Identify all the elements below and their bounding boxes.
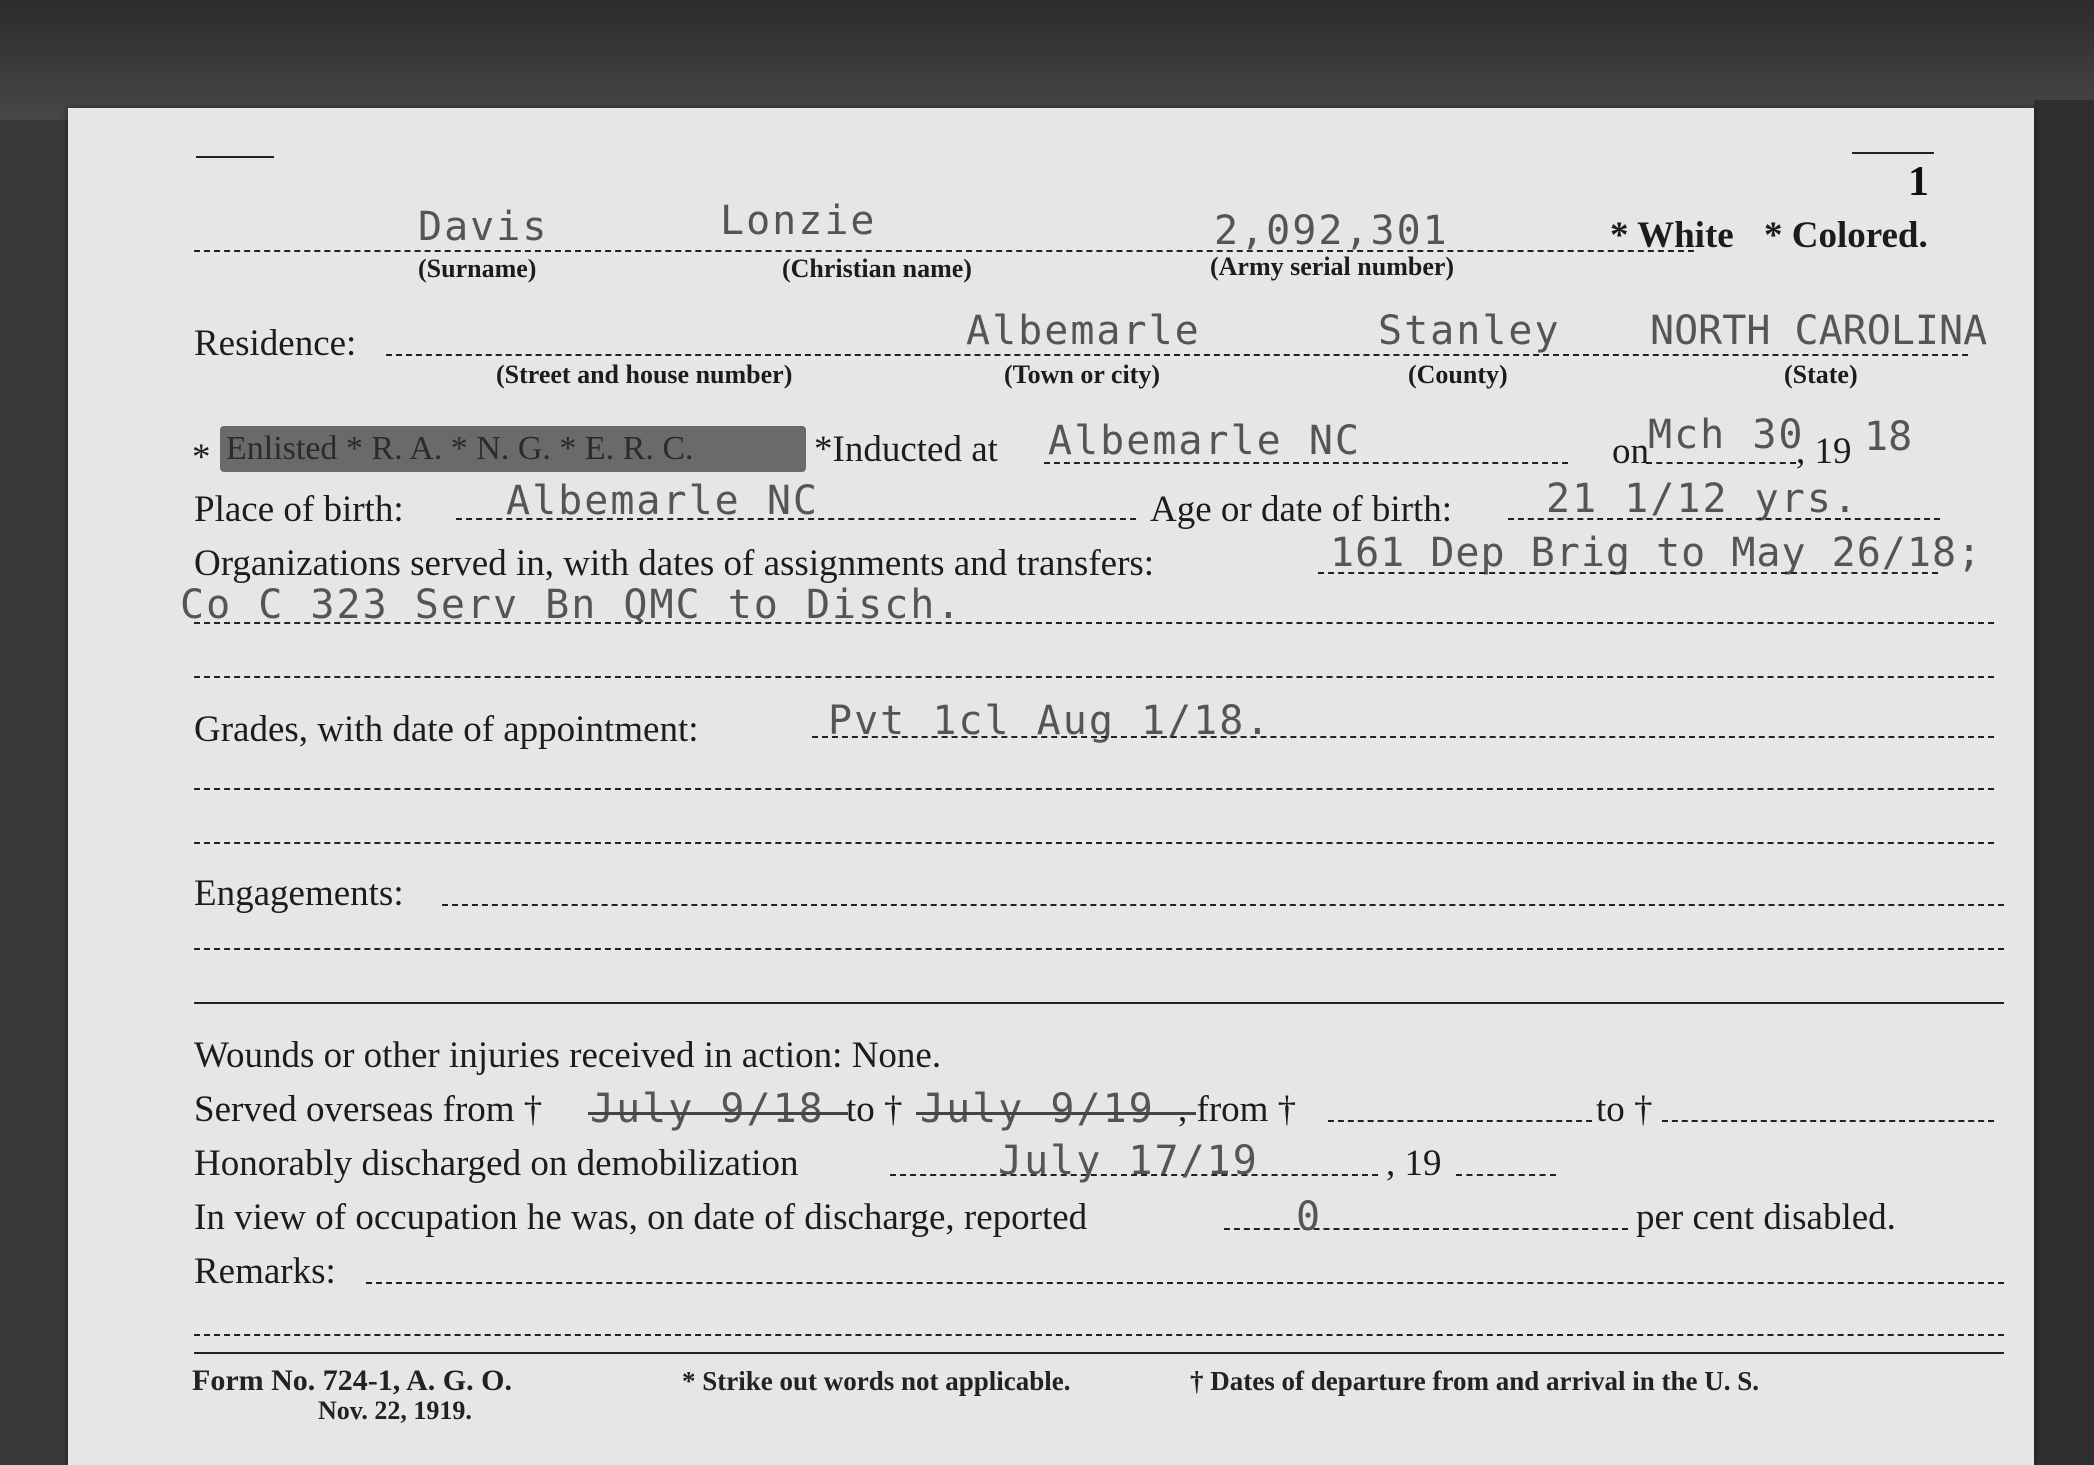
form-date: Nov. 22, 1919. [318, 1396, 472, 1425]
state-value: NORTH CAROLINA [1650, 308, 1988, 354]
organizations-line1-value: 161 Dep Brig to May 26/18; [1330, 530, 1983, 576]
caption-christian-name: (Christian name) [782, 254, 972, 283]
engagements-line2 [194, 948, 2004, 950]
grades-value: Pvt 1cl Aug 1/18. [828, 698, 1272, 744]
inducted-place-line [1044, 462, 1568, 464]
residence-label: Residence: [194, 323, 357, 364]
caption-street: (Street and house number) [496, 360, 793, 389]
caption-surname: (Surname) [418, 254, 537, 283]
grades-label: Grades, with date of appointment: [194, 709, 699, 750]
from-label: , from † [1178, 1089, 1297, 1130]
discharge-year-label: , 19 [1386, 1143, 1442, 1184]
disabled-value: 0 [1296, 1194, 1323, 1240]
birth-place-value: Albemarle NC [506, 478, 819, 524]
engagements-line3 [194, 1002, 2004, 1004]
organizations-line2 [194, 622, 1994, 624]
caption-town: (Town or city) [1004, 360, 1160, 389]
inducted-place-value: Albemarle NC [1048, 418, 1361, 464]
serial-number-value: 2,092,301 [1214, 208, 1449, 254]
enlisted-star: * [192, 437, 211, 478]
remarks-label: Remarks: [194, 1251, 336, 1292]
organizations-label: Organizations served in, with dates of assignments and transfers: [194, 543, 1155, 584]
second-to-line [1662, 1120, 1994, 1122]
discharge-date-value: July 17/19 [998, 1138, 1259, 1184]
engagements-label: Engagements: [194, 873, 404, 914]
overseas-to-value: July 9/19 [920, 1086, 1155, 1132]
birth-place-label: Place of birth: [194, 489, 404, 530]
caption-state: (State) [1784, 360, 1858, 389]
discharge-year-line [1456, 1174, 1556, 1176]
footnote-dates: † Dates of departure from and arrival in the U. S. [1190, 1366, 1759, 1396]
service-record-card [68, 108, 2034, 1465]
overseas-from-value: July 9/18 [590, 1086, 825, 1132]
footer-rule [194, 1352, 2004, 1354]
inducted-date-value: Mch 30 [1648, 412, 1805, 458]
organizations-line1 [1318, 572, 1938, 574]
grades-line1 [812, 736, 1994, 738]
footnote-strike-out: * Strike out words not applicable. [682, 1366, 1071, 1396]
grades-line3 [194, 842, 1994, 844]
grades-line2 [194, 788, 1994, 790]
age-label: Age or date of birth: [1150, 489, 1453, 530]
colored-option: * Colored. [1764, 215, 1928, 256]
wounds-text: Wounds or other injuries received in action: None. [194, 1035, 942, 1076]
caption-county: (County) [1408, 360, 1508, 389]
caption-serial-number: (Army serial number) [1210, 252, 1455, 281]
scan-background-right [2034, 100, 2094, 1465]
second-from-line [1328, 1120, 1592, 1122]
name-line [194, 250, 1694, 252]
overseas-to-label: to † [846, 1089, 903, 1130]
birth-place-line [456, 518, 1136, 520]
top-right-rule [1852, 152, 1934, 154]
on-label: on [1612, 431, 1649, 472]
overseas-from-label: Served overseas from † [194, 1089, 543, 1130]
occupation-label: In view of occupation he was, on date of discharge, reported [194, 1197, 1088, 1238]
top-left-rule [196, 156, 274, 158]
residence-line [386, 354, 1968, 356]
county-value: Stanley [1378, 308, 1561, 354]
surname-value: Davis [418, 204, 549, 250]
struck-enlisted-text: Enlisted * R. A. * N. G. * E. R. C. [226, 430, 694, 467]
disabled-line [1224, 1228, 1628, 1230]
organizations-line3 [194, 676, 1994, 678]
remarks-line2 [194, 1334, 2004, 1336]
disabled-label: per cent disabled. [1636, 1197, 1896, 1238]
struck-enlisted-block [220, 426, 806, 472]
form-number: Form No. 724-1, A. G. O. [192, 1364, 512, 1397]
page-number: 1 [1908, 159, 1929, 205]
year-prefix: , 19 [1796, 431, 1852, 472]
remarks-line1 [366, 1282, 2004, 1284]
inducted-date-line [1646, 462, 1796, 464]
white-option: * White [1610, 215, 1734, 256]
town-value: Albemarle [966, 308, 1201, 354]
age-line [1508, 518, 1940, 520]
age-value: 21 1/12 yrs. [1546, 476, 1859, 522]
scan-background-top [0, 0, 2094, 120]
overseas-from-strike [588, 1112, 848, 1115]
overseas-to-strike [916, 1112, 1196, 1115]
engagements-line1 [442, 904, 2004, 906]
year-suffix: 18 [1864, 414, 1913, 460]
inducted-label: *Inducted at [814, 429, 998, 470]
organizations-line2-value: Co C 323 Serv Bn QMC to Disch. [180, 582, 963, 628]
christian-name-value: Lonzie [720, 198, 877, 244]
discharged-label: Honorably discharged on demobilization [194, 1143, 799, 1184]
second-to-label: to † [1596, 1089, 1653, 1130]
